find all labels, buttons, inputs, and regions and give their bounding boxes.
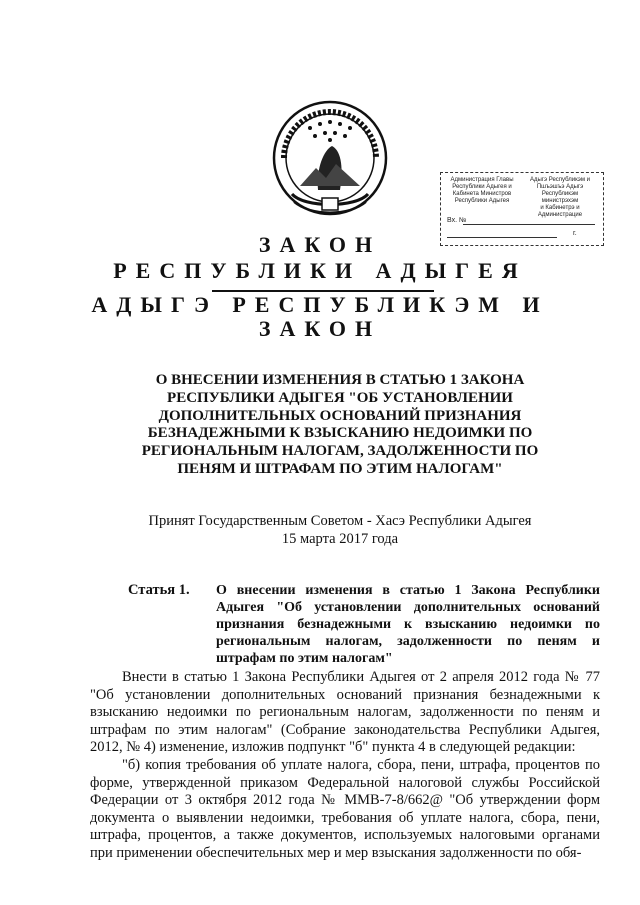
stamp-in-no-label: Вх. № bbox=[447, 217, 467, 224]
heading-law: ЗАКОН bbox=[258, 232, 382, 257]
adoption-body: Принят Государственным Советом - Хасэ Республики Адыгея bbox=[148, 513, 532, 529]
article-title: О внесении изменения в статью 1 Закона Республики Адыгея "Об установлении дополнительных оснований признания безнадежными к взысканию недоимки по региональным налогам, задолженности по пеням и штрафам по этим налогам" bbox=[216, 583, 600, 666]
stamp-line bbox=[463, 224, 595, 225]
article-paragraph-2: "б) копия требования об уплате налога, сбора, пени, штрафа, процентов по форме, утвержденной приказом Федеральной налоговой службы Российской Федерации от 3 октября 2012 года № ММВ-7-8/662@ "Об утверждении форм документа о выявлении недоимки, требования об уплате налога, сбора, пени, штрафа, процентов, а также документов, используемых налоговыми органами при применении обеспечительных мер и мер взыскания задолженности по обя- bbox=[90, 757, 600, 861]
republic-emblem-seal bbox=[270, 98, 390, 222]
heading-adyghe-republic: АДЫГЭ РЕСПУБЛИКЭМ И bbox=[91, 292, 549, 317]
stamp-right-text: Адыгэ Республикэм и Пшъэшъэ Адыгэ Республикэм министрэхэм и Кабинетрэ и Администрацие bbox=[529, 177, 591, 218]
article-paragraph-1: Внести в статью 1 Закона Республики Адыгея от 2 апреля 2012 года № 77 "Об установлении дополнительных оснований признания безнадежными к взысканию недоимки по региональным налогам, задолженности по пеням и штрафам по этим налогам" (Собрание законодательства Республики Адыгея, 2012, № 4) изменение, изложив подпункт "б" пункта 4 в следующей редакции: bbox=[90, 669, 600, 756]
stamp-left-text: Администрация Главы Республики Адыгея и Кабинета Министров Республики Адыгея bbox=[450, 177, 514, 204]
heading-adyghe-law: ЗАКОН bbox=[258, 316, 382, 341]
article-label: Статья 1. bbox=[128, 582, 190, 598]
heading-republic: РЕСПУБЛИКИ АДЫГЕЯ bbox=[113, 258, 527, 283]
adoption-info bbox=[120, 512, 560, 548]
adoption-date: 15 марта 2017 года bbox=[281, 531, 399, 547]
law-title: О ВНЕСЕНИИ ИЗМЕНЕНИЯ В СТАТЬЮ 1 ЗАКОНА РЕСПУБЛИКИ АДЫГЕЯ "ОБ УСТАНОВЛЕНИИ ДОПОЛНИТЕЛЬНЫХ ОСНОВАНИЙ ПРИЗНАНИЯ БЕЗНАДЕЖНЫМИ К ВЗЫСКАНИЮ НЕДОИМКИ ПО РЕГИОНАЛЬНЫМ НАЛОГАМ, ЗАДОЛЖЕННОСТИ ПО ПЕНЯМ И ШТРАФАМ ПО ЭТИМ НАЛОГАМ" bbox=[141, 372, 539, 477]
stamp-year-suffix: г. bbox=[573, 230, 577, 237]
